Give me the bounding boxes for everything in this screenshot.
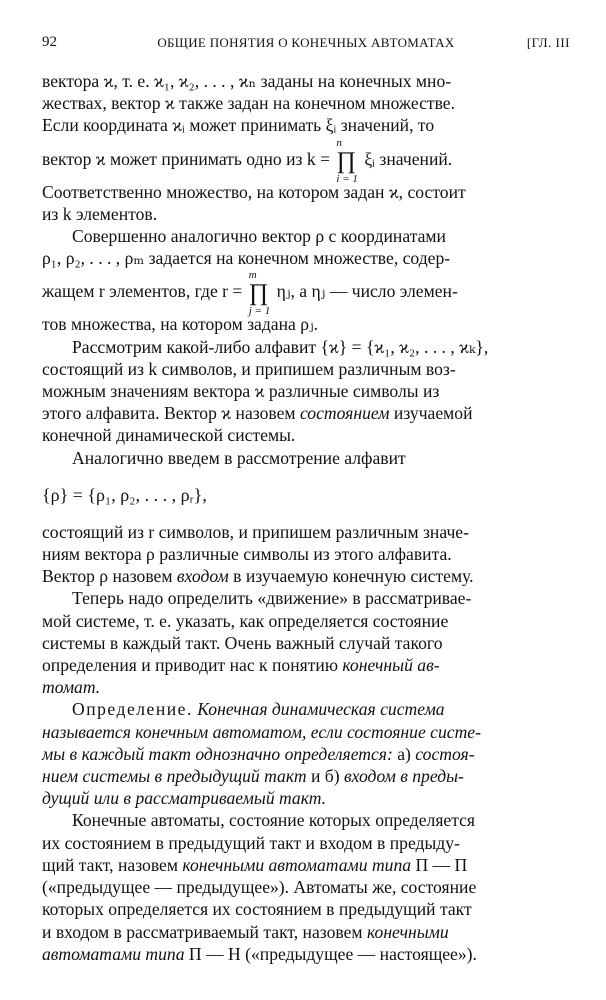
product-upper-limit: m: [248, 269, 257, 282]
text-line: ниям вектора ρ различные символы из этого алфавита.: [42, 544, 452, 565]
text-fragment: вектор ϰ может принимать одно из k =: [42, 148, 331, 169]
text-fragment: и б): [306, 766, 344, 787]
product-lower-limit: j = 1: [248, 305, 271, 318]
emphasis: входом в преды-: [343, 766, 464, 787]
text-fragment: П — П: [411, 854, 468, 875]
emphasis: конечными автоматами типа: [182, 854, 412, 875]
paragraph-7: [42, 809, 570, 964]
emphasis: конечными: [366, 921, 449, 942]
definition-label: Определение.: [72, 699, 193, 720]
text-line: которых определяется их состоянием в предыдущий такт: [42, 899, 472, 920]
text-line: мой системе, т. е. указать, как определяется состояние: [42, 610, 449, 631]
definition-paragraph: [42, 698, 570, 809]
product-upper-limit: n: [336, 136, 342, 149]
text-line: вектора ϰ, т. е. ϰ₁, ϰ₂, . . . , ϰₙ заданы на конечных мно-: [42, 71, 452, 91]
product-symbol: [249, 269, 270, 317]
emphasis: называется конечным автоматом, если состояние систе-: [42, 721, 481, 742]
product-sign: ∏: [248, 280, 269, 307]
text-line: [42, 654, 570, 676]
emphasis: дущий или в рассматриваемый такт.: [42, 788, 327, 809]
text-line: конечной динамической системы.: [42, 425, 296, 446]
text-line: Совершенно аналогично вектор ρ с координатами: [72, 226, 446, 247]
emphasis: состоя-: [415, 743, 475, 764]
text-fragment: и входом в рассматриваемый такт, назовем: [42, 921, 367, 942]
paragraph-1: [42, 70, 570, 225]
text-line: [42, 743, 570, 765]
text-fragment: в изучаемую конечную систему.: [228, 566, 474, 587]
text-line: [42, 698, 570, 720]
formula-text-line: [42, 269, 570, 318]
page-number: 92: [42, 34, 57, 50]
text-line: [42, 565, 570, 587]
paragraph-5: [42, 587, 570, 698]
text-fragment: ξᵢ значений.: [364, 148, 453, 169]
paragraph-4: [42, 447, 570, 588]
emphasis: Конечная динамическая система: [192, 699, 445, 720]
text-fragment: щий такт, назовем: [42, 854, 183, 875]
text-fragment: жащем r элементов, где r =: [42, 281, 243, 302]
text-line: Если координата ϰᵢ может принимать ξᵢ значений, то: [42, 115, 435, 136]
text-line: жествах, вектор ϰ также задан на конечном множестве.: [42, 93, 456, 114]
emphasis: мы в каждый такт однозначно определяется:: [42, 743, 393, 764]
paragraph-3: [42, 336, 570, 447]
text-fragment: определения и приводит нас к понятию: [42, 655, 343, 676]
text-line: («предыдущее — предыдущее»). Автоматы же, состояние: [42, 877, 477, 898]
text-fragment: П — Н («предыдущее — настоящее»).: [184, 943, 477, 964]
product-sign: ∏: [336, 147, 357, 174]
text-line: [42, 402, 570, 424]
chapter-label: [ГЛ. III: [526, 35, 570, 50]
text-line: [42, 676, 570, 698]
emphasis: входом: [176, 566, 229, 587]
text-line: Рассмотрим какой-либо алфавит {ϰ} = {ϰ₁, ϰ₂, . . . , ϰₖ},: [72, 336, 489, 357]
product-symbol: [336, 137, 357, 185]
text-line: [42, 921, 570, 943]
text-line: [42, 943, 570, 965]
text-line: [42, 765, 570, 787]
text-line: [42, 721, 570, 743]
display-formula: {ρ} = {ρ₁, ρ₂, . . . , ρᵣ},: [42, 484, 207, 505]
emphasis: состоянием: [299, 403, 390, 424]
running-header: [42, 34, 570, 56]
text-line: тов множества, на котором задана ρⱼ.: [42, 314, 319, 335]
text-fragment: Вектор ρ назовем: [42, 566, 177, 587]
text-fragment: этого алфавита. Вектор ϰ назовем: [42, 403, 300, 424]
emphasis: томат.: [42, 677, 101, 698]
product-lower-limit: i = 1: [336, 172, 358, 185]
text-line: их состоянием в предыдущий такт и входом в предыду-: [42, 832, 460, 853]
formula-text-line: [42, 136, 570, 185]
text-line: Аналогично введем в рассмотрение алфавит: [72, 447, 406, 468]
text-line: из k элементов.: [42, 203, 158, 224]
text-line: [42, 787, 570, 809]
emphasis: автоматами типа: [42, 943, 185, 964]
text-fragment: а): [392, 743, 416, 764]
text-line: [42, 854, 570, 876]
text-line: состоящий из k символов, и припишем различным воз-: [42, 358, 456, 379]
text-fragment: ηⱼ, а ηⱼ — число элемен-: [276, 281, 458, 302]
emphasis: нием системы в предыдущий такт: [42, 766, 307, 787]
text-fragment: изучаемой: [389, 403, 473, 424]
text-line: Соответственно множество, на котором задан ϰ, состоит: [42, 181, 466, 202]
paragraph-2: [42, 225, 570, 336]
text-line: Теперь надо определить «движение» в рассматривае-: [72, 588, 472, 609]
emphasis: конечный ав-: [342, 655, 440, 676]
page-body: [42, 70, 570, 965]
text-line: системы в каждый такт. Очень важный случай такого: [42, 632, 443, 653]
text-line: Конечные автоматы, состояние которых определяется: [72, 810, 476, 831]
text-line: можным значениям вектора ϰ различные символы из: [42, 381, 440, 402]
text-line: состоящий из r символов, и припишем различным значе-: [42, 521, 469, 542]
running-title: ОБЩИЕ ПОНЯТИЯ О КОНЕЧНЫХ АВТОМАТАХ: [157, 35, 455, 50]
text-line: ρ₁, ρ₂, . . . , ρₘ задается на конечном множестве, содер-: [42, 248, 451, 269]
